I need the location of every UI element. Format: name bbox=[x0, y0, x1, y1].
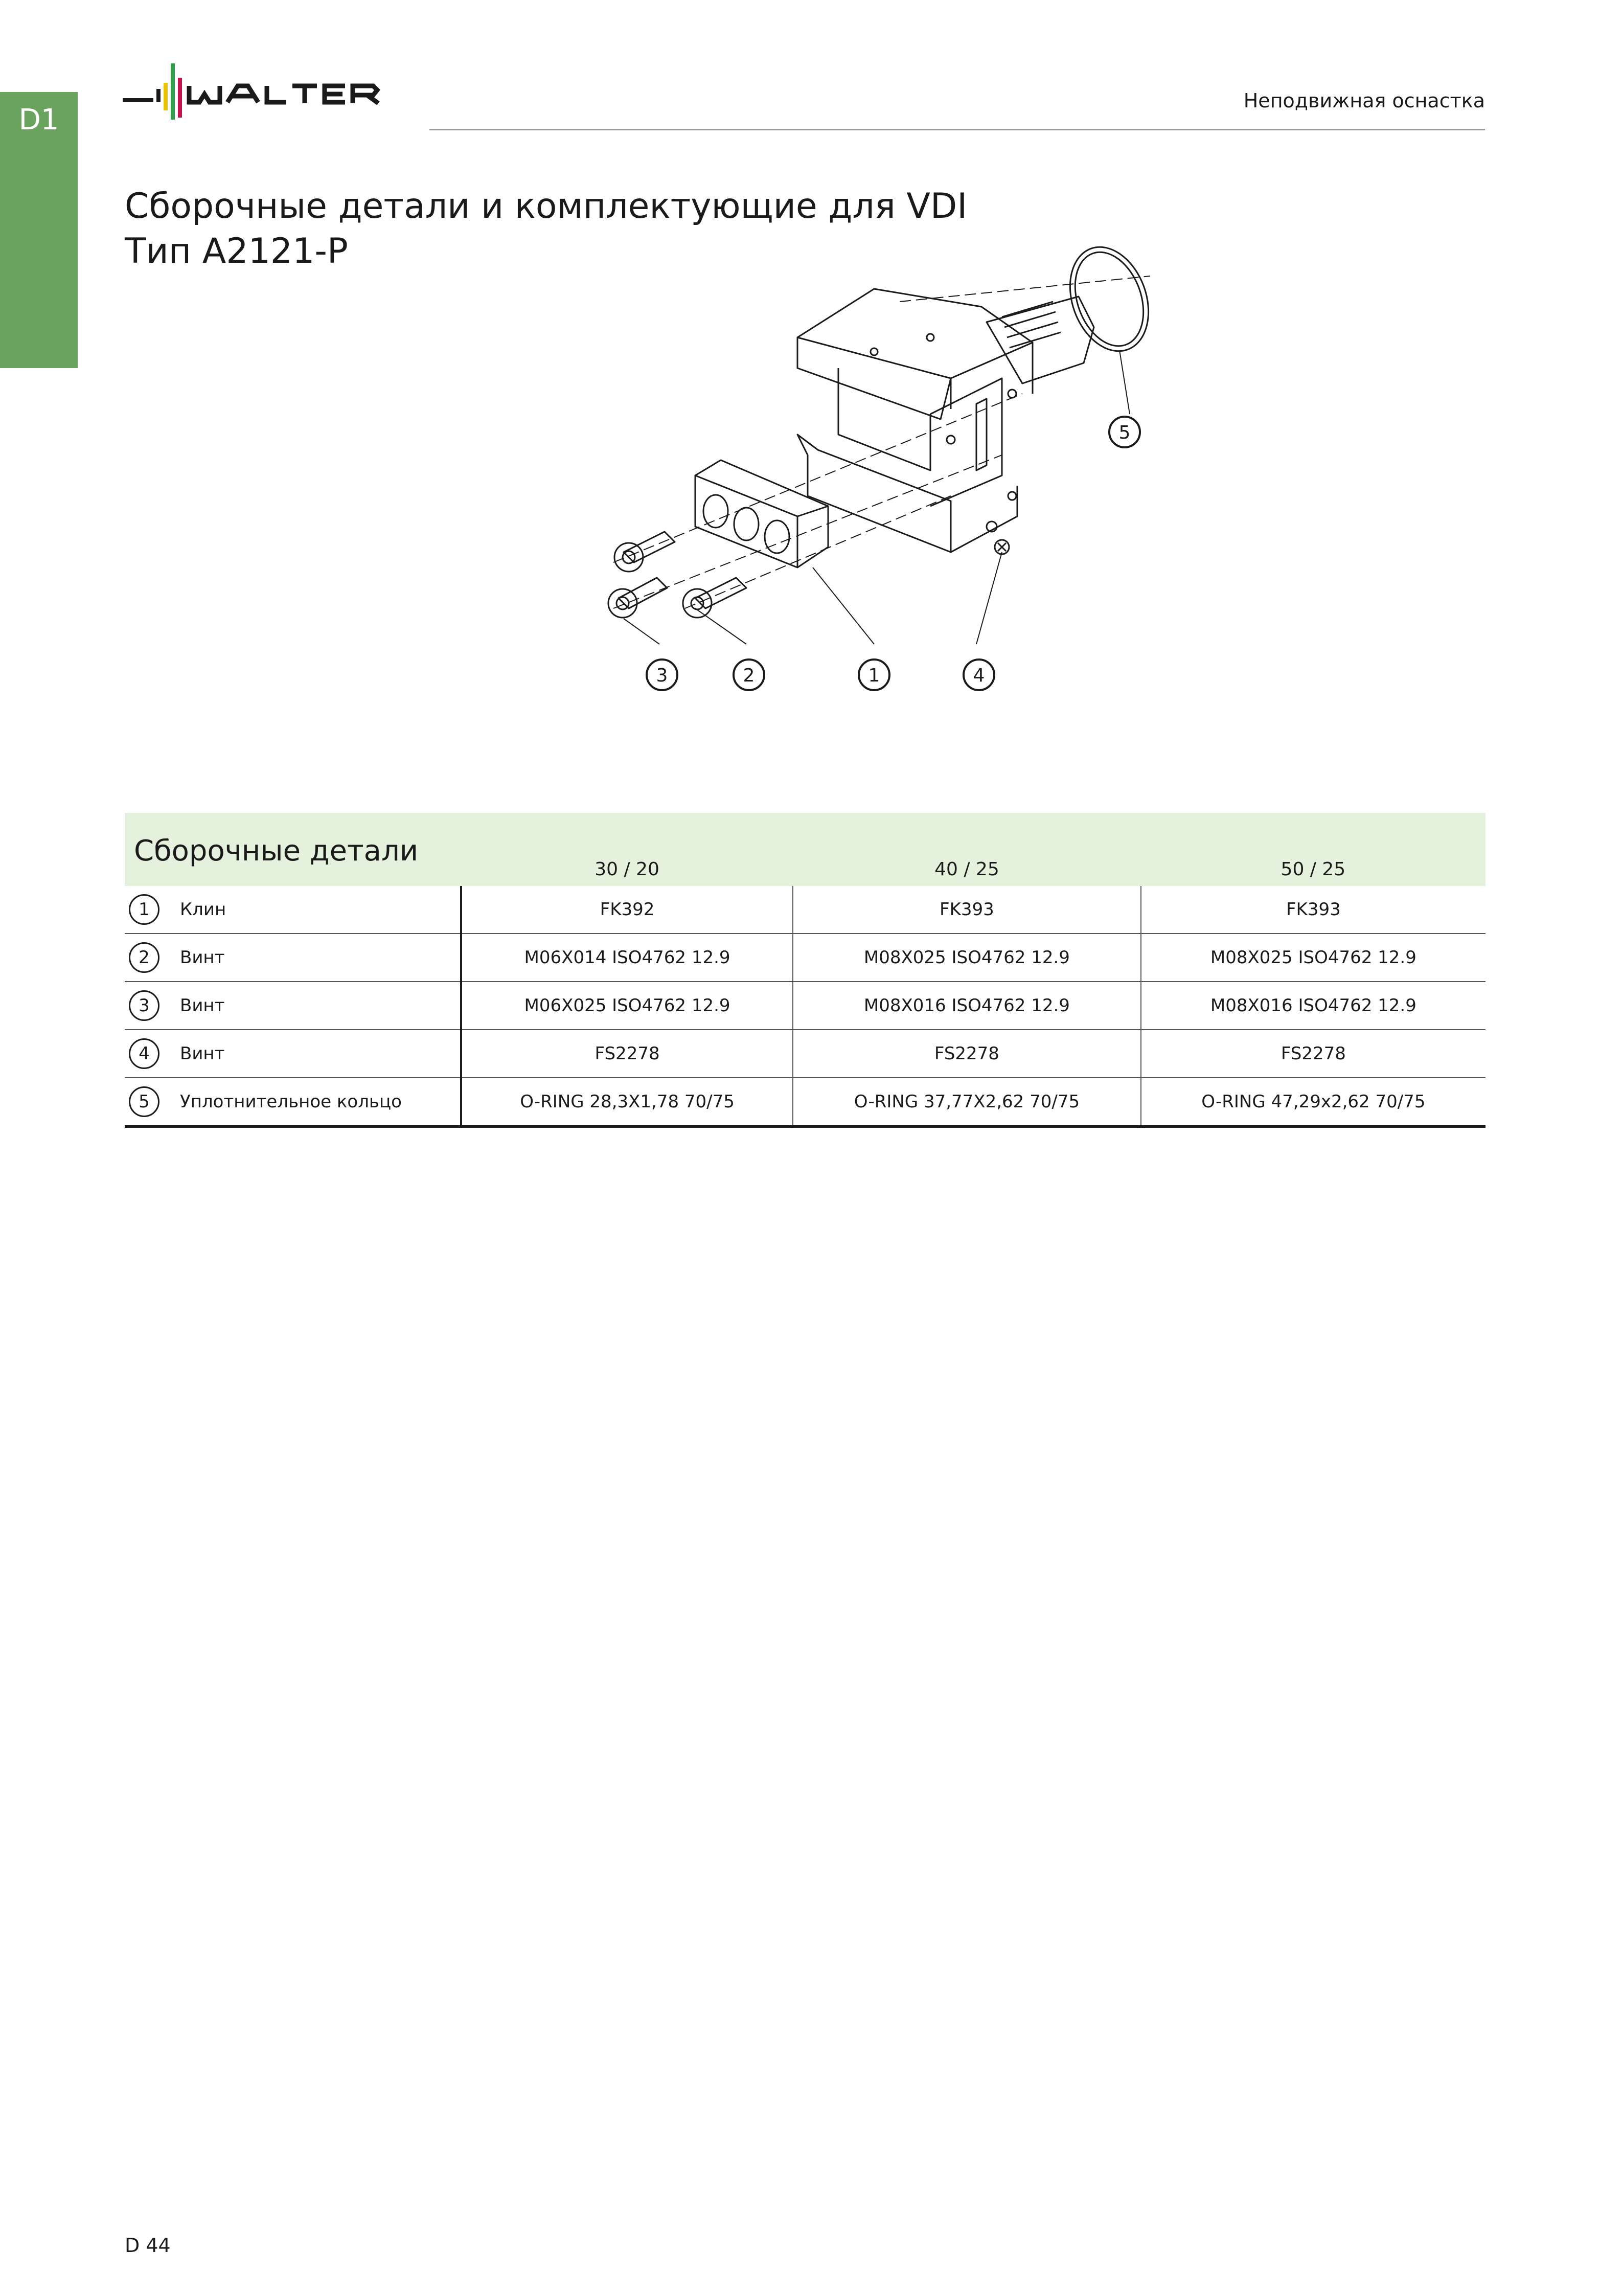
callout-2-label: 2 bbox=[743, 665, 755, 686]
chapter-tab bbox=[0, 92, 78, 368]
chapter-tab-label: D1 bbox=[18, 103, 59, 137]
table-row bbox=[125, 886, 1485, 934]
part-cell bbox=[125, 1030, 461, 1078]
part-cell bbox=[125, 934, 461, 982]
item-number: 4 bbox=[129, 1038, 159, 1069]
table-cell: FS2278 bbox=[793, 1030, 1141, 1078]
item-number: 2 bbox=[129, 942, 159, 973]
column-header: 50 / 25 bbox=[1281, 859, 1346, 880]
walter-logo bbox=[123, 57, 399, 134]
table-cell: O-RING 28,3X1,78 70/75 bbox=[461, 1078, 793, 1127]
column-header: 30 / 20 bbox=[595, 859, 659, 880]
table-row bbox=[125, 1030, 1485, 1078]
table-row bbox=[125, 934, 1485, 982]
table-cell: M06X014 ISO4762 12.9 bbox=[461, 934, 793, 982]
table-cell: M08X016 ISO4762 12.9 bbox=[1141, 982, 1485, 1030]
assembly-parts-table bbox=[125, 813, 1485, 1128]
page-number: D 44 bbox=[125, 2234, 171, 2257]
header-divider bbox=[429, 129, 1485, 130]
table-cell: M08X025 ISO4762 12.9 bbox=[793, 934, 1141, 982]
table-cell: O-RING 47,29x2,62 70/75 bbox=[1141, 1078, 1485, 1127]
walter-logo-text: WALTER bbox=[123, 132, 127, 133]
table-cell: FS2278 bbox=[1141, 1030, 1485, 1078]
table-cell: FS2278 bbox=[461, 1030, 793, 1078]
column-header: 40 / 25 bbox=[934, 859, 999, 880]
callout-5-label: 5 bbox=[1118, 422, 1131, 443]
page-title-line2: Тип A2121-P bbox=[125, 231, 348, 271]
part-name: Уплотнительное кольцо bbox=[180, 1092, 402, 1112]
section-title: Неподвижная оснастка bbox=[1243, 89, 1485, 112]
part-name: Винт bbox=[180, 995, 225, 1016]
table-cell: FK393 bbox=[793, 886, 1141, 934]
callout-3-label: 3 bbox=[656, 665, 668, 686]
table-row bbox=[125, 1078, 1485, 1127]
table-row bbox=[125, 982, 1485, 1030]
part-name: Винт bbox=[180, 947, 225, 968]
table-cell: M08X016 ISO4762 12.9 bbox=[793, 982, 1141, 1030]
callout-1-label: 1 bbox=[868, 665, 880, 686]
page-title-line1: Сборочные детали и комплектующие для VDI bbox=[125, 186, 968, 226]
table-cell: M08X025 ISO4762 12.9 bbox=[1141, 934, 1485, 982]
table-cell: FK393 bbox=[1141, 886, 1485, 934]
table-header-row bbox=[125, 813, 1485, 886]
item-number: 5 bbox=[129, 1086, 159, 1117]
exploded-assembly-drawing bbox=[542, 240, 1206, 700]
part-cell bbox=[125, 1078, 461, 1127]
table-cell: FK392 bbox=[461, 886, 793, 934]
part-name: Винт bbox=[180, 1043, 225, 1064]
part-name: Клин bbox=[180, 899, 226, 920]
item-number: 3 bbox=[129, 990, 159, 1021]
part-cell bbox=[125, 886, 461, 934]
item-number: 1 bbox=[129, 894, 159, 925]
table-cell: M06X025 ISO4762 12.9 bbox=[461, 982, 793, 1030]
table-cell: O-RING 37,77X2,62 70/75 bbox=[793, 1078, 1141, 1127]
table-caption: Сборочные детали bbox=[134, 834, 419, 868]
callout-4-label: 4 bbox=[973, 665, 985, 686]
part-cell bbox=[125, 982, 461, 1030]
